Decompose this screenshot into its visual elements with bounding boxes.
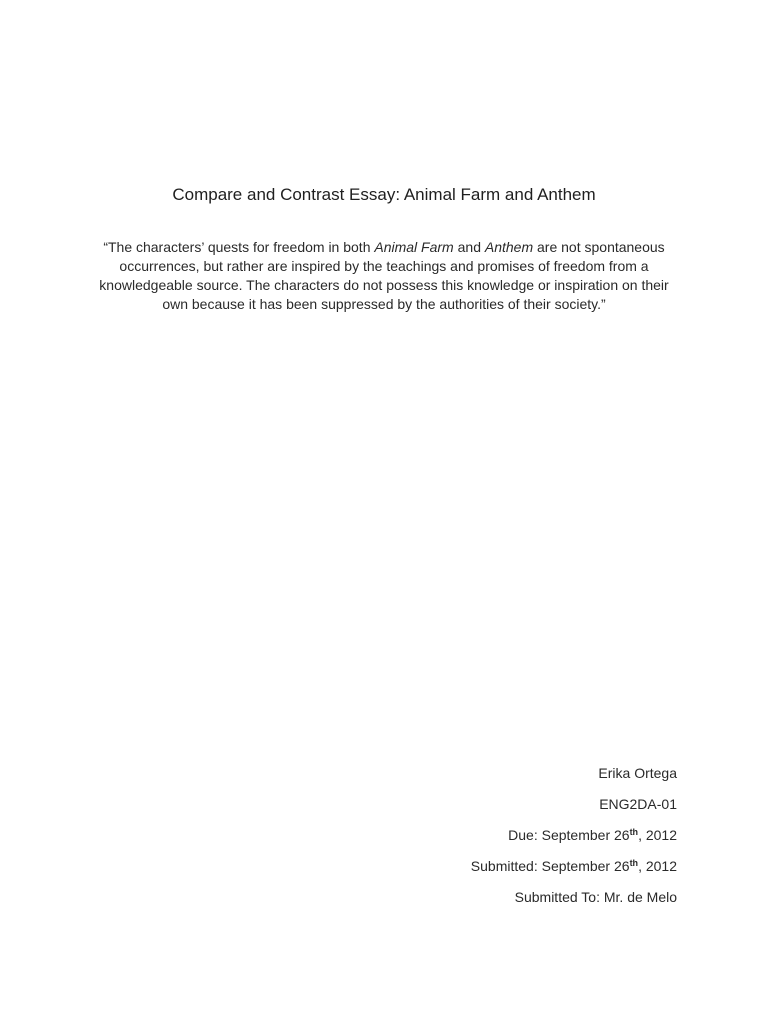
thesis-italic-animal-farm: Animal Farm: [374, 239, 454, 255]
thesis-italic-anthem: Anthem: [484, 239, 534, 255]
thesis-statement: [98, 238, 670, 314]
due-date: [471, 825, 677, 856]
author-name: Erika Ortega: [598, 765, 677, 781]
due-date-ordinal: th: [629, 827, 639, 837]
due-date-prefix: Due: September 26: [508, 827, 630, 843]
submitted-date: [471, 856, 677, 887]
course-code: ENG2DA-01: [599, 796, 677, 812]
thesis-text-3: are not spontaneous occurrences, but rather are inspired by the teachings and promises of freedom from a knowledgeable source. The characters do not possess this knowledge or inspiration on their own because it has been suppressed by the authorities of their society.”: [99, 239, 669, 312]
submitted-date-year: , 2012: [638, 858, 677, 874]
submitted-date-prefix: Submitted: September 26: [470, 858, 630, 874]
due-date-year: , 2012: [638, 827, 677, 843]
submitted-to: Submitted To: Mr. de Melo: [514, 889, 677, 905]
author-info-block: [471, 763, 677, 918]
thesis-text-2: and: [453, 239, 485, 255]
thesis-text-1: “The characters’ quests for freedom in both: [103, 239, 375, 255]
submitted-date-ordinal: th: [629, 858, 639, 868]
essay-title: Compare and Contrast Essay: Animal Farm and Anthem: [172, 185, 596, 204]
